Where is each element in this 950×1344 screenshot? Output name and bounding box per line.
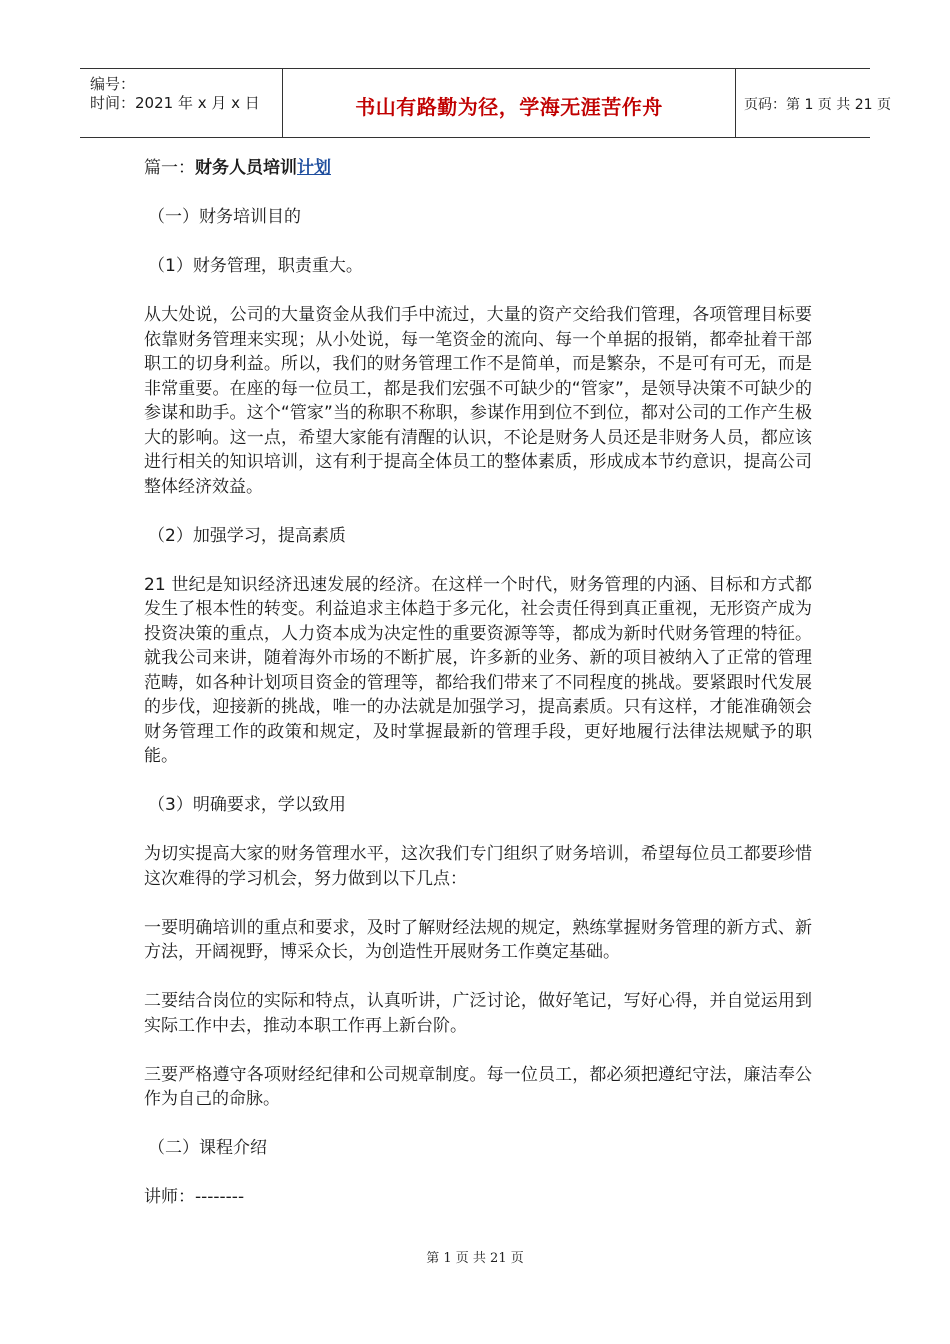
document-body (144, 156, 812, 1210)
paragraph-2: 21 世纪是知识经济迅速发展的经济。在这样一个时代，财务管理的内涵、目标和方式都发生了根本性的转变。利益追求主体趋于多元化，社会责任得到真正重视，无形资产成为投资决策的重点，人力资本成为决定性的重要资源等等，都成为新时代财务管理的特征。就我公司来讲，随着海外市场的不断扩展，许多新的业务、新的项目被纳入了正常的管理范畴，如各种计划项目资金的管理等，都给我们带来了不同程度的挑战。要紧跟时代发展的步伐，迎接新的挑战，唯一的办法就是加强学习，提高素质。只有这样，才能准确领会财务管理工作的政策和规定，及时掌握最新的管理手段，更好地履行法律法规赋予的职能。 (144, 574, 812, 766)
document-number-label: 编号： (90, 75, 136, 93)
page-footer: 第 1 页 共 21 页 (426, 1251, 524, 1266)
subheading-1: （1）财务管理，职责重大。 (148, 256, 363, 276)
paragraph-5: 二要结合岗位的实际和特点，认真听讲，广泛讨论，做好笔记，写好心得，并自觉运用到实际工作中去，推动本职工作再上新台阶。 (144, 991, 812, 1036)
title-link[interactable]: 计划 (297, 158, 331, 178)
section-heading-1: （一）财务培训目的 (148, 207, 301, 227)
header-page-cell (736, 69, 891, 137)
subheading-2: （2）加强学习，提高素质 (148, 525, 346, 546)
page-header (80, 68, 891, 138)
section-heading-2: （二）课程介绍 (148, 1138, 267, 1158)
header-page-info: 页码：第 1 页 共 21 页 (744, 97, 891, 113)
subheading-3: （3）明确要求，学以致用 (148, 795, 346, 815)
header-motto: 书山有路勤为径，学海无涯苦作舟 (355, 95, 663, 119)
title-prefix: 篇一： (144, 158, 195, 178)
paragraph-1: 从大处说，公司的大量资金从我们手中流过，大量的资产交给我们管理，各项管理目标要依靠财务管理来实现；从小处说，每一笔资金的流向、每一个单据的报销，都牵扯着干部职工的切身利益。所以，我们的财务管理工作不是简单，而是繁杂，不是可有可无，而是非常重要。在座的每一位员工，都是我们宏强不可缺少的“管家”，是领导决策不可缺少的参谋和助手。这个“管家”当的称职不称职，参谋作用到位不到位，都对公司的工作产生极大的影响。这一点，希望大家能有清醒的认识，不论是财务人员还是非财务人员，都应该进行相关的知识培训，这有利于提高全体员工的整体素质，形成成本节约意识，提高公司整体经济效益。 (144, 305, 812, 497)
lecturer-line: 讲师：-------- (144, 1187, 245, 1207)
title-main: 财务人员培训 (195, 158, 297, 178)
paragraph-6: 三要严格遵守各项财经纪律和公司规章制度。每一位员工，都必须把遵纪守法，廉洁奉公作为自己的命脉。 (144, 1064, 812, 1109)
paragraph-3: 为切实提高大家的财务管理水平，这次我们专门组织了财务培训，希望每位员工都要珍惜这次难得的学习机会，努力做到以下几点： (144, 844, 812, 889)
document-title (144, 156, 812, 181)
header-left-cell (80, 69, 280, 137)
header-motto-cell (282, 69, 736, 137)
document-time-label: 时间：2021 年 x 月 x 日 (90, 94, 260, 112)
paragraph-4: 一要明确培训的重点和要求，及时了解财经法规的规定，熟练掌握财务管理的新方式、新方法，开阔视野，博采众长，为创造性开展财务工作奠定基础。 (144, 917, 812, 962)
